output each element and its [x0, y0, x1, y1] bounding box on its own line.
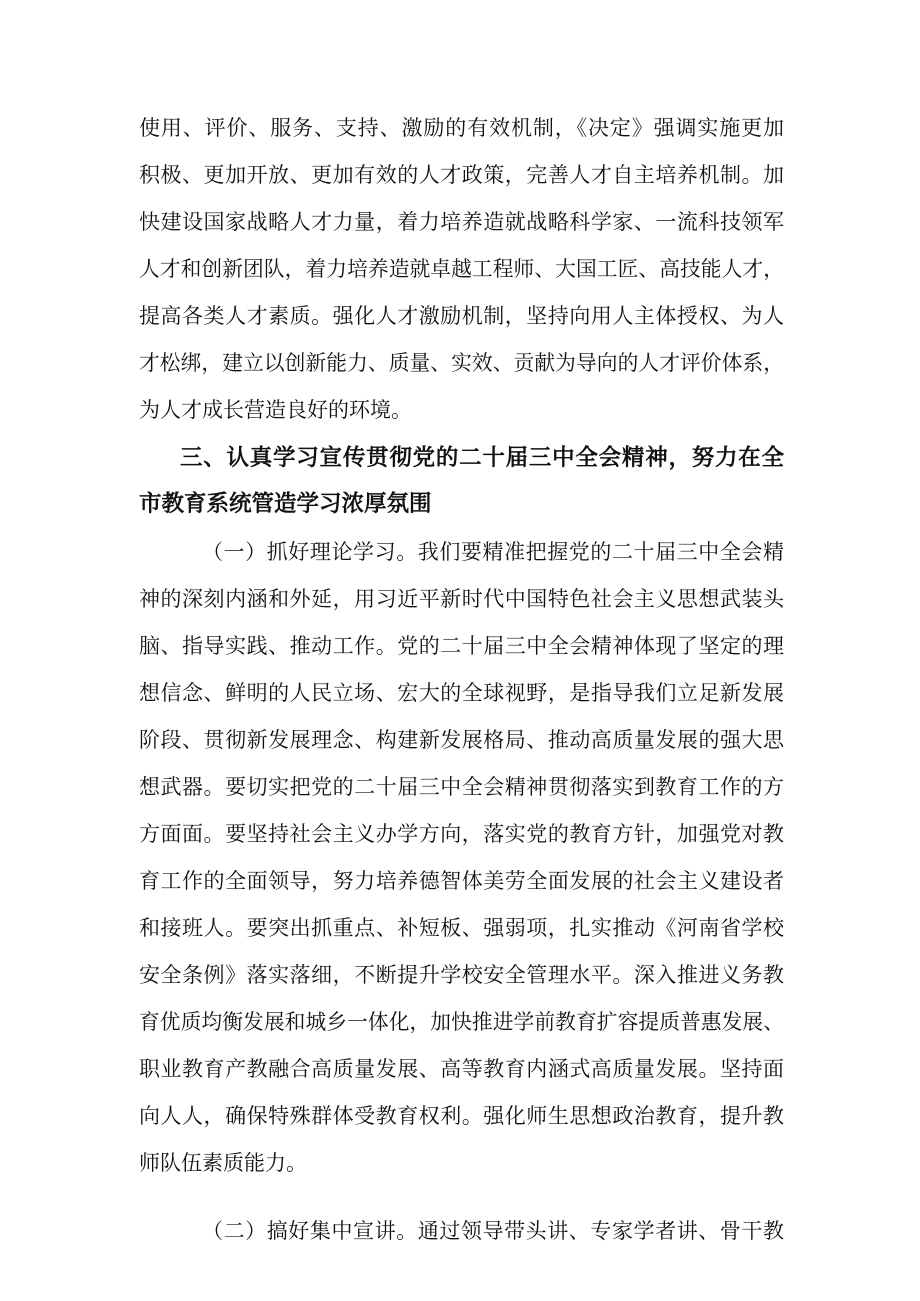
paragraph-1-line-4: 人才和创新团队，着力培养造就卓越工程师、大国工匠、高技能人才， — [139, 257, 784, 281]
paragraph-1-line-3: 快建设国家战略人才力量，着力培养造就战略科学家、一流科技领军 — [139, 210, 784, 234]
paragraph-2-line-6: 想武器。要切实把党的二十届三中全会精神贯彻落实到教育工作的方 — [139, 775, 784, 799]
paragraph-2-line-1: （一）抓好理论学习。我们要精准把握党的二十届三中全会精 — [202, 540, 784, 564]
paragraph-2-line-11: 育优质均衡发展和城乡一体化，加快推进学前教育扩容提质普惠发展、 — [139, 1010, 784, 1034]
paragraph-1-line-1: 使用、评价、服务、支持、激励的有效机制，《决定》强调实施更加 — [139, 116, 784, 140]
paragraph-1-line-5: 提高各类人才素质。强化人才激励机制，坚持向用人主体授权、为人 — [139, 304, 784, 328]
paragraph-2-line-7: 方面面。要坚持社会主义办学方向，落实党的教育方针，加强党对教 — [139, 822, 784, 846]
paragraph-2-line-13: 向人人，确保特殊群体受教育权利。强化师生思想政治教育，提升教 — [139, 1104, 784, 1128]
paragraph-2-line-8: 育工作的全面领导，努力培养德智体美劳全面发展的社会主义建设者 — [139, 869, 784, 893]
paragraph-1-line-7: 为人才成长营造良好的环境。 — [139, 398, 412, 422]
paragraph-2-line-12: 职业教育产教融合高质量发展、高等教育内涵式高质量发展。坚持面 — [139, 1057, 784, 1081]
section-heading-line-1: 三、认真学习宣传贯彻党的二十届三中全会精神，努力在全 — [180, 445, 784, 471]
paragraph-2-line-9: 和接班人。要突出抓重点、补短板、强弱项，扎实推动《河南省学校 — [139, 916, 784, 940]
paragraph-2-line-4: 想信念、鲜明的人民立场、宏大的全球视野，是指导我们立足新发展 — [139, 681, 784, 705]
paragraph-3-line-1: （二）搞好集中宣讲。通过领导带头讲、专家学者讲、骨干教 — [202, 1219, 784, 1243]
paragraph-2-line-5: 阶段、贯彻新发展理念、构建新发展格局、推动高质量发展的强大思 — [139, 728, 784, 752]
paragraph-2-line-3: 脑、指导实践、推动工作。党的二十届三中全会精神体现了坚定的理 — [139, 634, 784, 658]
paragraph-2-line-2: 神的深刻内涵和外延，用习近平新时代中国特色社会主义思想武装头 — [139, 587, 784, 611]
paragraph-1-line-6: 才松绑，建立以创新能力、质量、实效、贡献为导向的人才评价体系， — [139, 351, 784, 375]
paragraph-2-line-14: 师队伍素质能力。 — [139, 1151, 307, 1175]
paragraph-2-line-10: 安全条例》落实落细，不断提升学校安全管理水平。深入推进义务教 — [139, 963, 784, 987]
paragraph-1-line-2: 积极、更加开放、更加有效的人才政策，完善人才自主培养机制。加 — [139, 163, 784, 187]
section-heading-line-2: 市教育系统管造学习浓厚氛围 — [139, 491, 432, 517]
